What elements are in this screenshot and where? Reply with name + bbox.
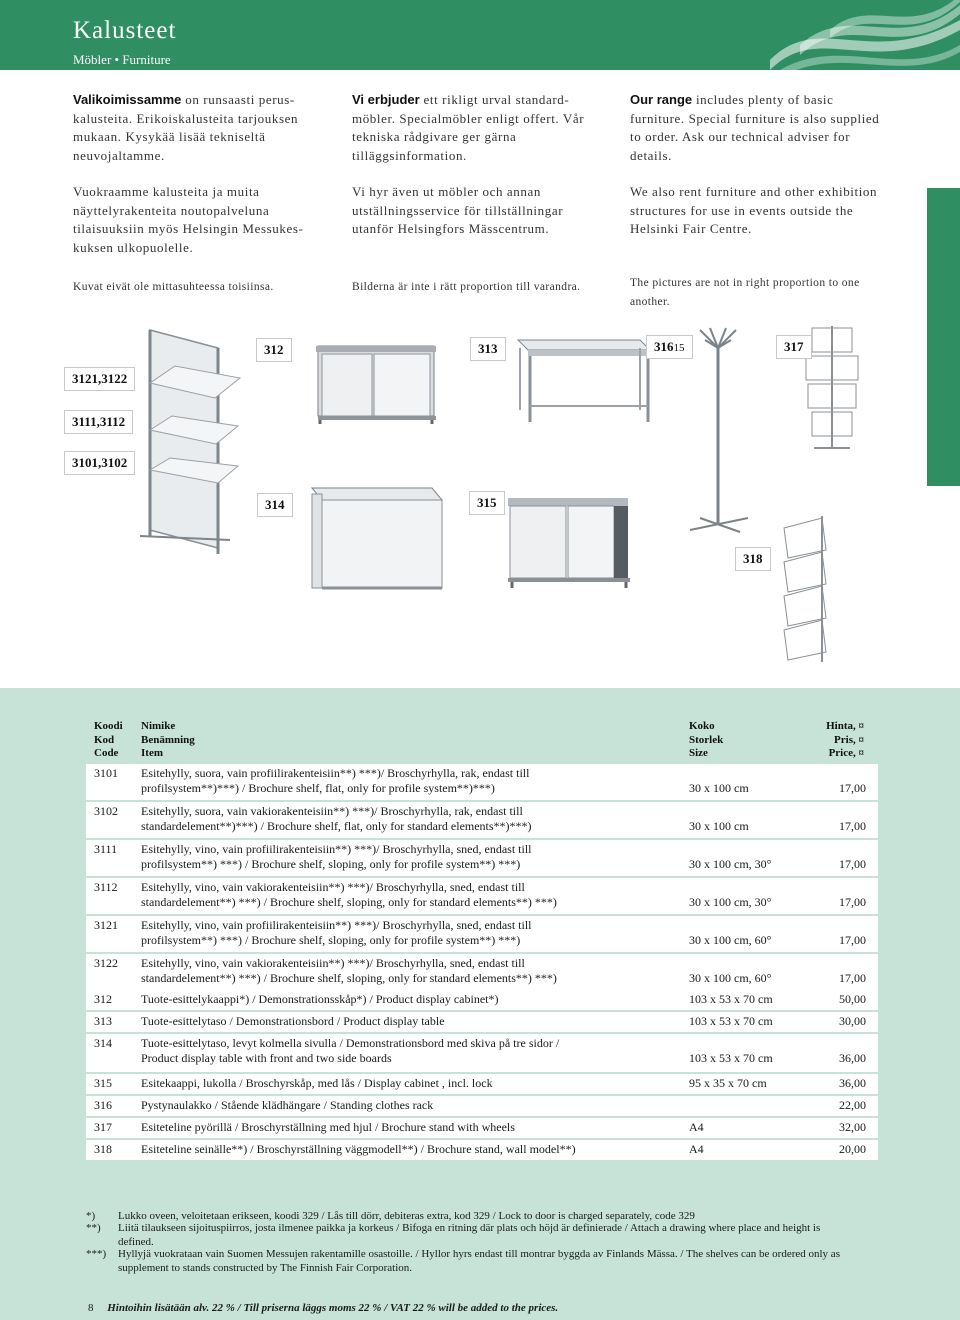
page-footer — [88, 1302, 558, 1314]
wall-brochure-stand-image — [784, 516, 826, 662]
intro-sv — [352, 91, 607, 165]
header-price — [826, 720, 864, 761]
footnote-text: Liitä tilaukseen sijoituspiirros, josta ilmenee paikka ja korkeus / Bifoga en ritning där plats och höjd är definierade / Attach a drawing where place and height is defined. — [118, 1222, 821, 1248]
row-size: 95 x 35 x 70 cm — [689, 1076, 767, 1090]
row-price: 17,00 — [839, 781, 866, 795]
row-code: 316 — [94, 1098, 112, 1112]
row-code: 3121 — [94, 918, 118, 932]
row-code: 318 — [94, 1142, 112, 1156]
header-price-fi: Hinta, ¤ — [826, 720, 864, 732]
header-code-fi: Koodi — [94, 720, 123, 732]
intro-fi-lead: Valikoimissamme — [73, 92, 182, 107]
product-label-315: 315 — [469, 491, 505, 515]
table-row — [86, 1074, 878, 1094]
table-row — [86, 1118, 878, 1138]
table-row — [86, 1140, 878, 1160]
row-size: 30 x 100 cm, 30° — [689, 895, 772, 909]
intro-en — [630, 91, 890, 165]
product-label-317: 317 — [776, 335, 812, 359]
row-description-line2: standardelement**) ***) / Brochure shelf, sloping, only for standard elements**) ***) — [141, 971, 557, 985]
product-label-316-code: 316 — [654, 339, 674, 354]
header-name-sv: Benämning — [141, 733, 195, 746]
row-price: 50,00 — [839, 992, 866, 1006]
row-description-line1: Esiteteline pyörillä / Broschyrställning med hjul / Brochure stand with wheels — [141, 1120, 515, 1134]
intro-en-p1: includes plenty of basic furniture. Special furniture is also supplied to order. Ask our technical adviser for details. — [630, 92, 880, 163]
row-size: A4 — [689, 1120, 704, 1134]
product-label-3101: 3101,3102 — [64, 451, 135, 475]
page-title: Kalusteet — [73, 17, 177, 44]
display-table-boards-image — [312, 488, 442, 588]
brochure-shelf-panel-image — [140, 330, 240, 554]
header-price-sv: Pris, ¤ — [834, 733, 864, 746]
product-label-316 — [646, 335, 693, 359]
header-price-en: Price, ¤ — [828, 747, 864, 759]
row-description-line1: Tuote-esittelykaappi*) / Demonstrationsskåp*) / Product display cabinet*) — [141, 992, 499, 1006]
brochure-stand-wheels-image — [806, 326, 858, 448]
page-subtitle: Möbler • Furniture — [73, 52, 171, 67]
row-size: 30 x 100 cm, 30° — [689, 857, 772, 871]
footnote-text: Hyllyjä vuokrataan vain Suomen Messujen rakentamille osastoille. / Hyllor hyrs endast till montrar byggda av Finlands Mässa. / The shelves can be ordered only as supplement to stands constructed by The Finnish Fair Corporation. — [118, 1248, 840, 1274]
intro-sv-note: Bilderna är inte i rätt proportion till varandra. — [352, 281, 581, 293]
row-description-line1: Esitehylly, suora, vain vakiorakenteisiin**) ***)/ Broschyrhylla, rak, endast till — [141, 804, 523, 818]
row-price: 17,00 — [839, 857, 866, 871]
row-description-line2: profilsystem**) ***) / Brochure shelf, sloping, only for profile system**) ***) — [141, 933, 521, 947]
table-row — [86, 802, 878, 838]
row-price: 22,00 — [839, 1098, 866, 1112]
product-label-314: 314 — [257, 493, 293, 517]
table-row — [86, 916, 878, 952]
row-size: 30 x 100 cm — [689, 781, 749, 795]
row-size: 103 x 53 x 70 cm — [689, 1051, 773, 1065]
header-size-en: Size — [689, 747, 708, 759]
row-code: 317 — [94, 1120, 112, 1134]
header-size-fi: Koko — [689, 720, 715, 732]
product-label-312: 312 — [256, 338, 292, 362]
product-label-316-suffix: 15 — [673, 342, 685, 354]
row-description-line1: Esiteteline seinälle**) / Broschyrställning väggmodell**) / Brochure stand, wall model**) — [141, 1142, 576, 1156]
row-size: A4 — [689, 1142, 704, 1156]
display-cabinet-image — [316, 346, 436, 424]
row-description-line2: profilsystem**)***) / Brochure shelf, flat, only for profile system**)***) — [141, 781, 495, 795]
row-code: 315 — [94, 1076, 112, 1090]
product-label-318: 318 — [735, 547, 771, 571]
row-code: 3122 — [94, 956, 118, 970]
table-row — [86, 1012, 878, 1032]
row-size: 103 x 53 x 70 cm — [689, 992, 773, 1006]
row-description-line2: Product display table with front and two side boards — [141, 1051, 392, 1065]
row-description-line1: Tuote-esittelytaso, levyt kolmella sivulla / Demonstrationsbord med skiva på tre sidor / — [141, 1036, 560, 1050]
header-name-fi: Nimike — [141, 720, 176, 732]
row-description-line2: standardelement**) ***) / Brochure shelf, sloping, only for standard elements**) ***) — [141, 895, 557, 909]
page-header — [0, 0, 960, 70]
display-table-image — [518, 340, 650, 422]
header-code-en: Code — [94, 747, 119, 759]
row-size: 103 x 53 x 70 cm — [689, 1014, 773, 1028]
wave-decoration — [760, 0, 960, 70]
intro-fi — [73, 91, 333, 165]
row-size: 30 x 100 cm, 60° — [689, 933, 772, 947]
intro-en-note: The pictures are not in right proportion to one another. — [630, 277, 860, 308]
header-code — [94, 720, 123, 761]
product-images — [0, 318, 960, 688]
intro-en-lead: Our range — [630, 92, 693, 107]
row-price: 30,00 — [839, 1014, 866, 1028]
row-price: 32,00 — [839, 1120, 866, 1134]
footnote-mark: ***) — [86, 1248, 107, 1260]
page-number: 8 — [88, 1302, 94, 1314]
row-price: 17,00 — [839, 971, 866, 985]
table-row — [86, 1034, 878, 1072]
brochure-cabinet-image — [508, 498, 630, 588]
intro-sv-lead: Vi erbjuder — [352, 92, 420, 107]
row-code: 314 — [94, 1036, 112, 1050]
row-code: 3111 — [94, 842, 118, 856]
table-row — [86, 764, 878, 800]
footnote-mark: *) — [86, 1210, 96, 1222]
row-price: 36,00 — [839, 1051, 866, 1065]
intro-fi-p2: Vuokraamme kalusteita ja muita näyttelyrakenteita noutopalveluna tilaisuuksiin myös Helsingin Messukes-kuksen ulkopuolelle. — [73, 184, 304, 255]
header-size — [689, 720, 723, 761]
product-label-313: 313 — [470, 337, 506, 361]
row-code: 3101 — [94, 766, 118, 780]
row-size: 30 x 100 cm — [689, 819, 749, 833]
row-description-line2: standardelement**)***) / Brochure shelf, flat, only for standard elements**)***) — [141, 819, 532, 833]
vat-note: Hintoihin lisätään alv. 22 % / Till priserna läggs moms 22 % / VAT 22 % will be added to the prices. — [107, 1302, 559, 1314]
row-description-line1: Esitehylly, vino, vain vakiorakenteisiin**) ***)/ Broschyrhylla, sned, endast till — [141, 956, 525, 970]
intro-sv-p2: Vi hyr även ut möbler och annan utställningsservice för tillställningar utanför Helsingfors Mässcentrum. — [352, 184, 564, 236]
row-code: 313 — [94, 1014, 112, 1028]
row-description-line2: profilsystem**) ***) / Brochure shelf, sloping, only for profile system**) ***) — [141, 857, 521, 871]
row-code: 312 — [94, 992, 112, 1006]
row-price: 17,00 — [839, 819, 866, 833]
header-code-sv: Kod — [94, 733, 115, 746]
intro-fi-note: Kuvat eivät ole mittasuhteessa toisiinsa. — [73, 281, 274, 293]
product-label-3121: 3121,3122 — [64, 367, 135, 391]
intro-sv-p1: ett rikligt urval standard-möbler. Specialmöbler enligt offert. Vår tekniska rådgivare ger gärna tilläggsinformation. — [352, 92, 585, 163]
table-row — [86, 990, 878, 1010]
table-row — [86, 840, 878, 876]
row-price: 17,00 — [839, 933, 866, 947]
row-description-line1: Esitehylly, vino, vain profiilirakenteisiin**) ***)/ Broschyrhylla, sned, endast till — [141, 842, 532, 856]
row-description-line1: Pystynaulakko / Stående klädhängare / Standing clothes rack — [141, 1098, 434, 1112]
clothes-rack-image — [690, 328, 748, 532]
row-price: 17,00 — [839, 895, 866, 909]
table-row — [86, 878, 878, 914]
intro-fi-p1: on runsaasti perus-kalusteita. Erikoiskalusteita tarjouksen mukaan. Kysykää lisää tekniseltä neuvojaltamme. — [73, 92, 299, 163]
row-price: 20,00 — [839, 1142, 866, 1156]
row-description-line1: Esitehylly, suora, vain profiilirakenteisiin**) ***)/ Broschyrhylla, rak, endast till — [141, 766, 530, 780]
row-price: 36,00 — [839, 1076, 866, 1090]
price-table-section — [0, 688, 960, 1320]
header-name — [141, 720, 195, 761]
intro-en-p2: We also rent furniture and other exhibition structures for use in events outside the Helsinki Fair Centre. — [630, 184, 878, 236]
row-size: 30 x 100 cm, 60° — [689, 971, 772, 985]
table-row — [86, 1096, 878, 1116]
table-row — [86, 954, 878, 990]
header-size-sv: Storlek — [689, 733, 724, 746]
row-description-line1: Esitehylly, vino, vain vakiorakenteisiin**) ***)/ Broschyrhylla, sned, endast till — [141, 880, 525, 894]
header-name-en: Item — [141, 747, 163, 759]
footnote-text: Lukko oveen, veloitetaan erikseen, koodi 329 / Lås till dörr, debiteras extra, kod 329 / Lock to door is charged separately, code 329 — [118, 1210, 695, 1222]
row-code: 3102 — [94, 804, 118, 818]
row-code: 3112 — [94, 880, 118, 894]
row-description-line1: Tuote-esittelytaso / Demonstrationsbord / Product display table — [141, 1014, 445, 1028]
row-description-line1: Esitehylly, vino, vain profiilirakenteisiin**) ***)/ Broschyrhylla, sned, endast till — [141, 918, 532, 932]
row-description-line1: Esitekaappi, lukolla / Broschyrskåp, med lås / Display cabinet , incl. lock — [141, 1076, 493, 1090]
footnote-mark: **) — [86, 1222, 101, 1234]
product-label-3111: 3111,3112 — [64, 410, 133, 434]
